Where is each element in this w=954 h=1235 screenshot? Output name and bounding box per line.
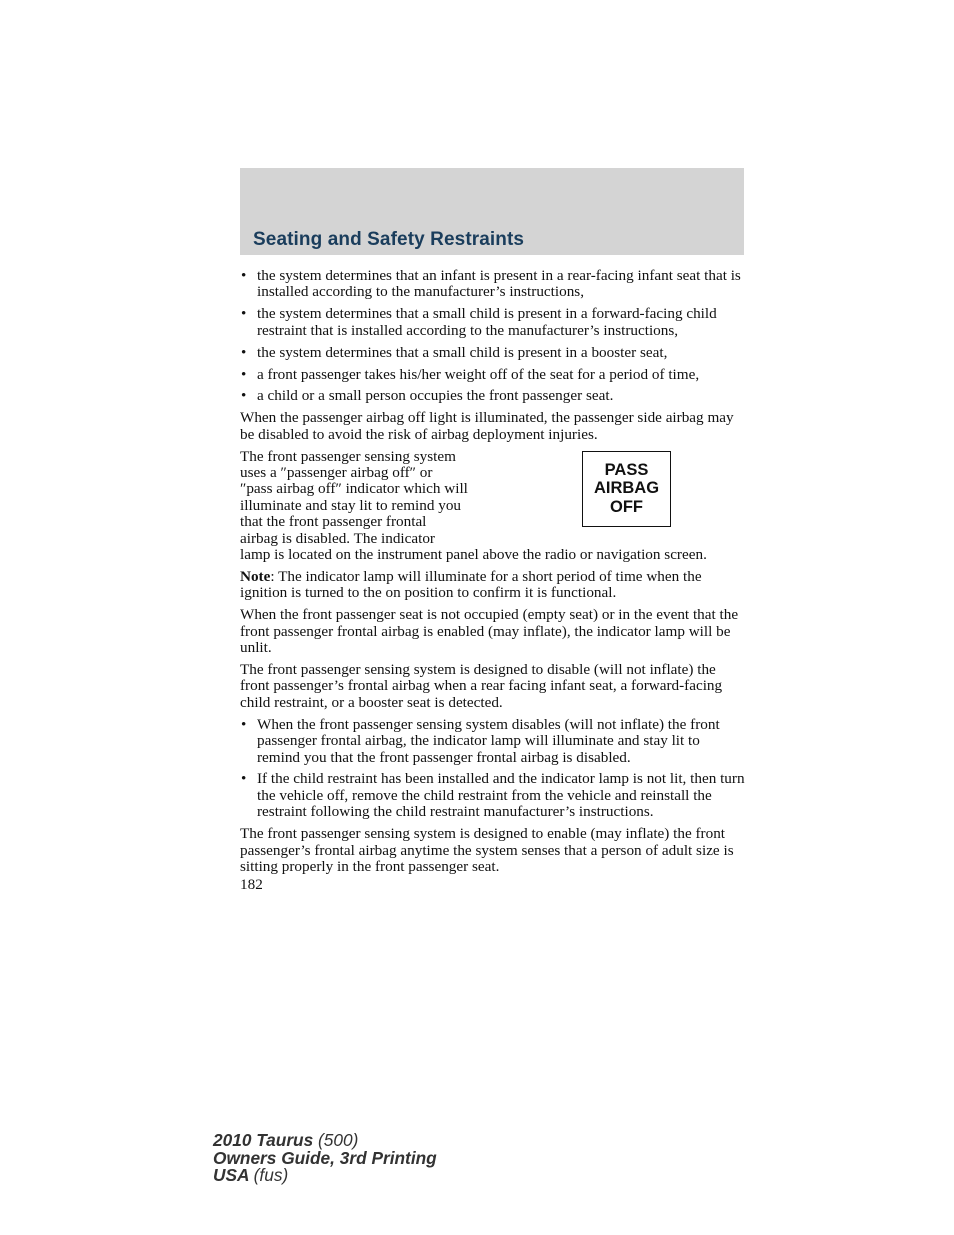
text-line: lamp is located on the instrument panel above the radio or navigation screen. <box>240 546 707 564</box>
text-line: The front passenger sensing system <box>240 447 456 465</box>
footer-model: 2010 Taurus <box>213 1130 314 1150</box>
list-item <box>240 717 746 766</box>
note-text: : The indicator lamp will illuminate for a short period of time when the ignition is turned to the on position to confirm it is functional. <box>240 568 702 602</box>
list-item <box>240 771 746 820</box>
bullet-dot: • <box>241 770 247 788</box>
section-title: Seating and Safety Restraints <box>253 229 525 250</box>
text-line: ″pass airbag off″ indicator which will <box>240 480 468 498</box>
bullet-dot: • <box>241 387 247 405</box>
list-item <box>240 345 746 361</box>
text-line: uses a ″passenger airbag off″ or <box>240 464 433 482</box>
list-item-text: When the front passenger sensing system disables (will not inflate) the front passenger frontal airbag, the indicator lamp will illuminate and stay lit to remind you that the front passenger frontal airbag is disabled. <box>257 715 720 766</box>
note-paragraph <box>240 569 746 602</box>
text-line: airbag is disabled. The indicator <box>240 529 435 547</box>
list-item-text: the system determines that an infant is present in a rear-facing infant seat that is installed according to the manufacturer’s instructions, <box>257 267 741 301</box>
indicator-line-off: OFF <box>610 497 643 516</box>
footer-region-line <box>213 1167 437 1185</box>
paragraph-enable: The front passenger sensing system is designed to enable (may inflate) the front passenger’s frontal airbag anytime the system senses that a person of adult size is sitting properly in the front passenger seat. <box>240 825 734 875</box>
bullet-dot: • <box>241 305 247 323</box>
list-item <box>240 367 746 383</box>
list-item <box>240 268 746 301</box>
bullet-list-instructions <box>240 717 746 821</box>
bullet-dot: • <box>241 715 247 733</box>
bullet-dot: • <box>241 267 247 284</box>
indicator-section <box>240 449 746 564</box>
note-label: Note <box>240 568 271 585</box>
indicator-line-pass: PASS <box>604 460 649 479</box>
list-item <box>240 388 746 404</box>
page-content <box>240 268 746 894</box>
list-item-text: the system determines that a small child is present in a forward-facing child restraint that is installed according to the manufacturer’s instructions, <box>257 305 717 339</box>
list-item <box>240 306 746 339</box>
list-item-text: a child or a small person occupies the front passenger seat. <box>257 387 614 405</box>
footer-region-code: (fus) <box>253 1165 289 1185</box>
paragraph-airbag-light: When the passenger airbag off light is illuminated, the passenger side airbag may be disabled to avoid the risk of airbag deployment injuries. <box>240 409 734 443</box>
footer-model-code: (500) <box>318 1130 359 1150</box>
footer-region: USA <box>213 1165 249 1185</box>
bullet-list-conditions <box>240 268 746 405</box>
bullet-dot: • <box>241 365 247 383</box>
document-footer <box>213 1132 437 1185</box>
paragraph-unlit: When the front passenger seat is not occupied (empty seat) or in the event that the front passenger frontal airbag is enabled (may inflate), the indicator lamp will be unlit. <box>240 606 739 657</box>
text-line: that the front passenger frontal <box>240 513 427 531</box>
page-number: 182 <box>240 876 263 894</box>
footer-model-line <box>213 1132 437 1150</box>
footer-guide: Owners Guide, 3rd Printing <box>213 1147 437 1168</box>
pass-airbag-off-indicator-icon <box>582 451 671 527</box>
bullet-dot: • <box>241 343 247 361</box>
text-line: illuminate and stay lit to remind you <box>240 496 462 514</box>
list-item-text: If the child restraint has been installed and the indicator lamp is not lit, then turn the vehicle off, remove the child restraint from the vehicle and reinstall the restraint following the child restraint manufacturer’s instructions. <box>257 770 745 821</box>
list-item-text: the system determines that a small child is present in a booster seat, <box>257 343 668 361</box>
paragraph-disable: The front passenger sensing system is designed to disable (will not inflate) the front passenger’s frontal airbag when a rear facing infant seat, a forward-facing child restraint, or a booster seat is detected. <box>240 661 723 711</box>
indicator-line-airbag: AIRBAG <box>593 479 660 498</box>
list-item-text: a front passenger takes his/her weight off of the seat for a period of time, <box>257 365 700 383</box>
